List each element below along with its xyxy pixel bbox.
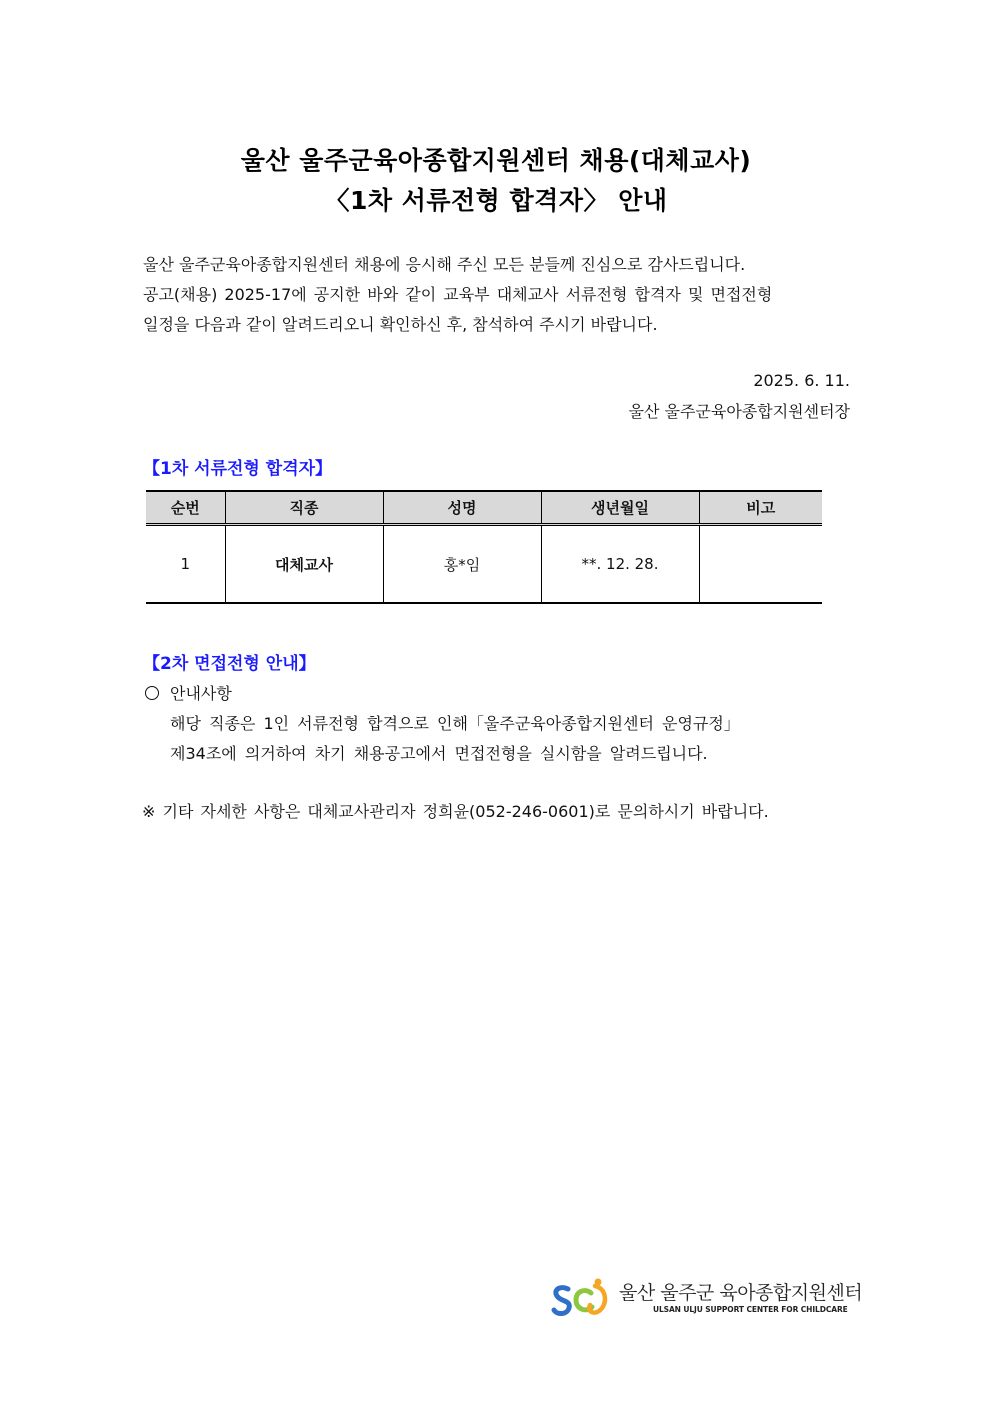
intro-paragraph bbox=[143, 250, 851, 340]
section1-heading: 【1차 서류전형 합격자】 bbox=[143, 459, 333, 479]
document-date: 2025. 6. 11. bbox=[753, 371, 850, 390]
applicant-table bbox=[146, 490, 822, 604]
col-header-name: 성명 bbox=[383, 491, 541, 525]
col-header-no: 순번 bbox=[146, 491, 225, 525]
col-header-note: 비고 bbox=[699, 491, 822, 525]
table-header-row bbox=[146, 491, 822, 525]
document-title: 울산 울주군육아종합지원센터 채용(대체교사) bbox=[240, 146, 752, 175]
col-header-job: 직종 bbox=[225, 491, 383, 525]
intro-line-2: 공고(채용) 2025-17에 공지한 바와 같이 교육부 대체교사 서류전형 합격자 및 면접전형 bbox=[143, 285, 773, 304]
cell-note bbox=[699, 525, 822, 604]
circle-bullet-icon bbox=[145, 686, 159, 700]
guide-line-1: 해당 직종은 1인 서류전형 합격으로 인해「울주군육아종합지원센터 운영규정」 bbox=[170, 714, 740, 733]
cell-job: 대체교사 bbox=[225, 525, 383, 604]
center-logo bbox=[551, 1278, 863, 1322]
cell-no: 1 bbox=[146, 525, 225, 604]
guide-line-2: 제34조에 의거하여 차기 채용공고에서 면접전형을 실시함을 알려드립니다. bbox=[170, 744, 708, 763]
intro-line-3: 일정을 다음과 같이 알려드리오니 확인하신 후, 참석하여 주시기 바랍니다. bbox=[143, 315, 658, 334]
guide-item bbox=[145, 681, 232, 704]
center-logo-icon bbox=[551, 1278, 611, 1320]
table-row bbox=[146, 525, 822, 604]
intro-line-1: 울산 울주군육아종합지원센터 채용에 응시해 주신 모든 분들께 진심으로 감사드립니다. bbox=[143, 255, 746, 274]
contact-note: ※ 기타 자세한 사항은 대체교사관리자 정희윤(052-246-0601)로 문의하시기 바랍니다. bbox=[142, 802, 769, 821]
cell-name: 홍*임 bbox=[383, 525, 541, 604]
logo-subtitle: ULSAN ULJU SUPPORT CENTER FOR CHILDCARE bbox=[653, 1305, 848, 1314]
document-subtitle: 〈1차 서류전형 합격자〉 안내 bbox=[324, 186, 668, 215]
issuer-name: 울산 울주군육아종합지원센터장 bbox=[628, 402, 850, 421]
guide-item-label: 안내사항 bbox=[170, 684, 232, 703]
col-header-birth: 생년월일 bbox=[541, 491, 699, 525]
cell-birth: **. 12. 28. bbox=[541, 525, 699, 604]
section2-heading: 【2차 면접전형 안내】 bbox=[143, 654, 316, 674]
logo-name: 울산 울주군 육아종합지원센터 bbox=[619, 1282, 863, 1304]
